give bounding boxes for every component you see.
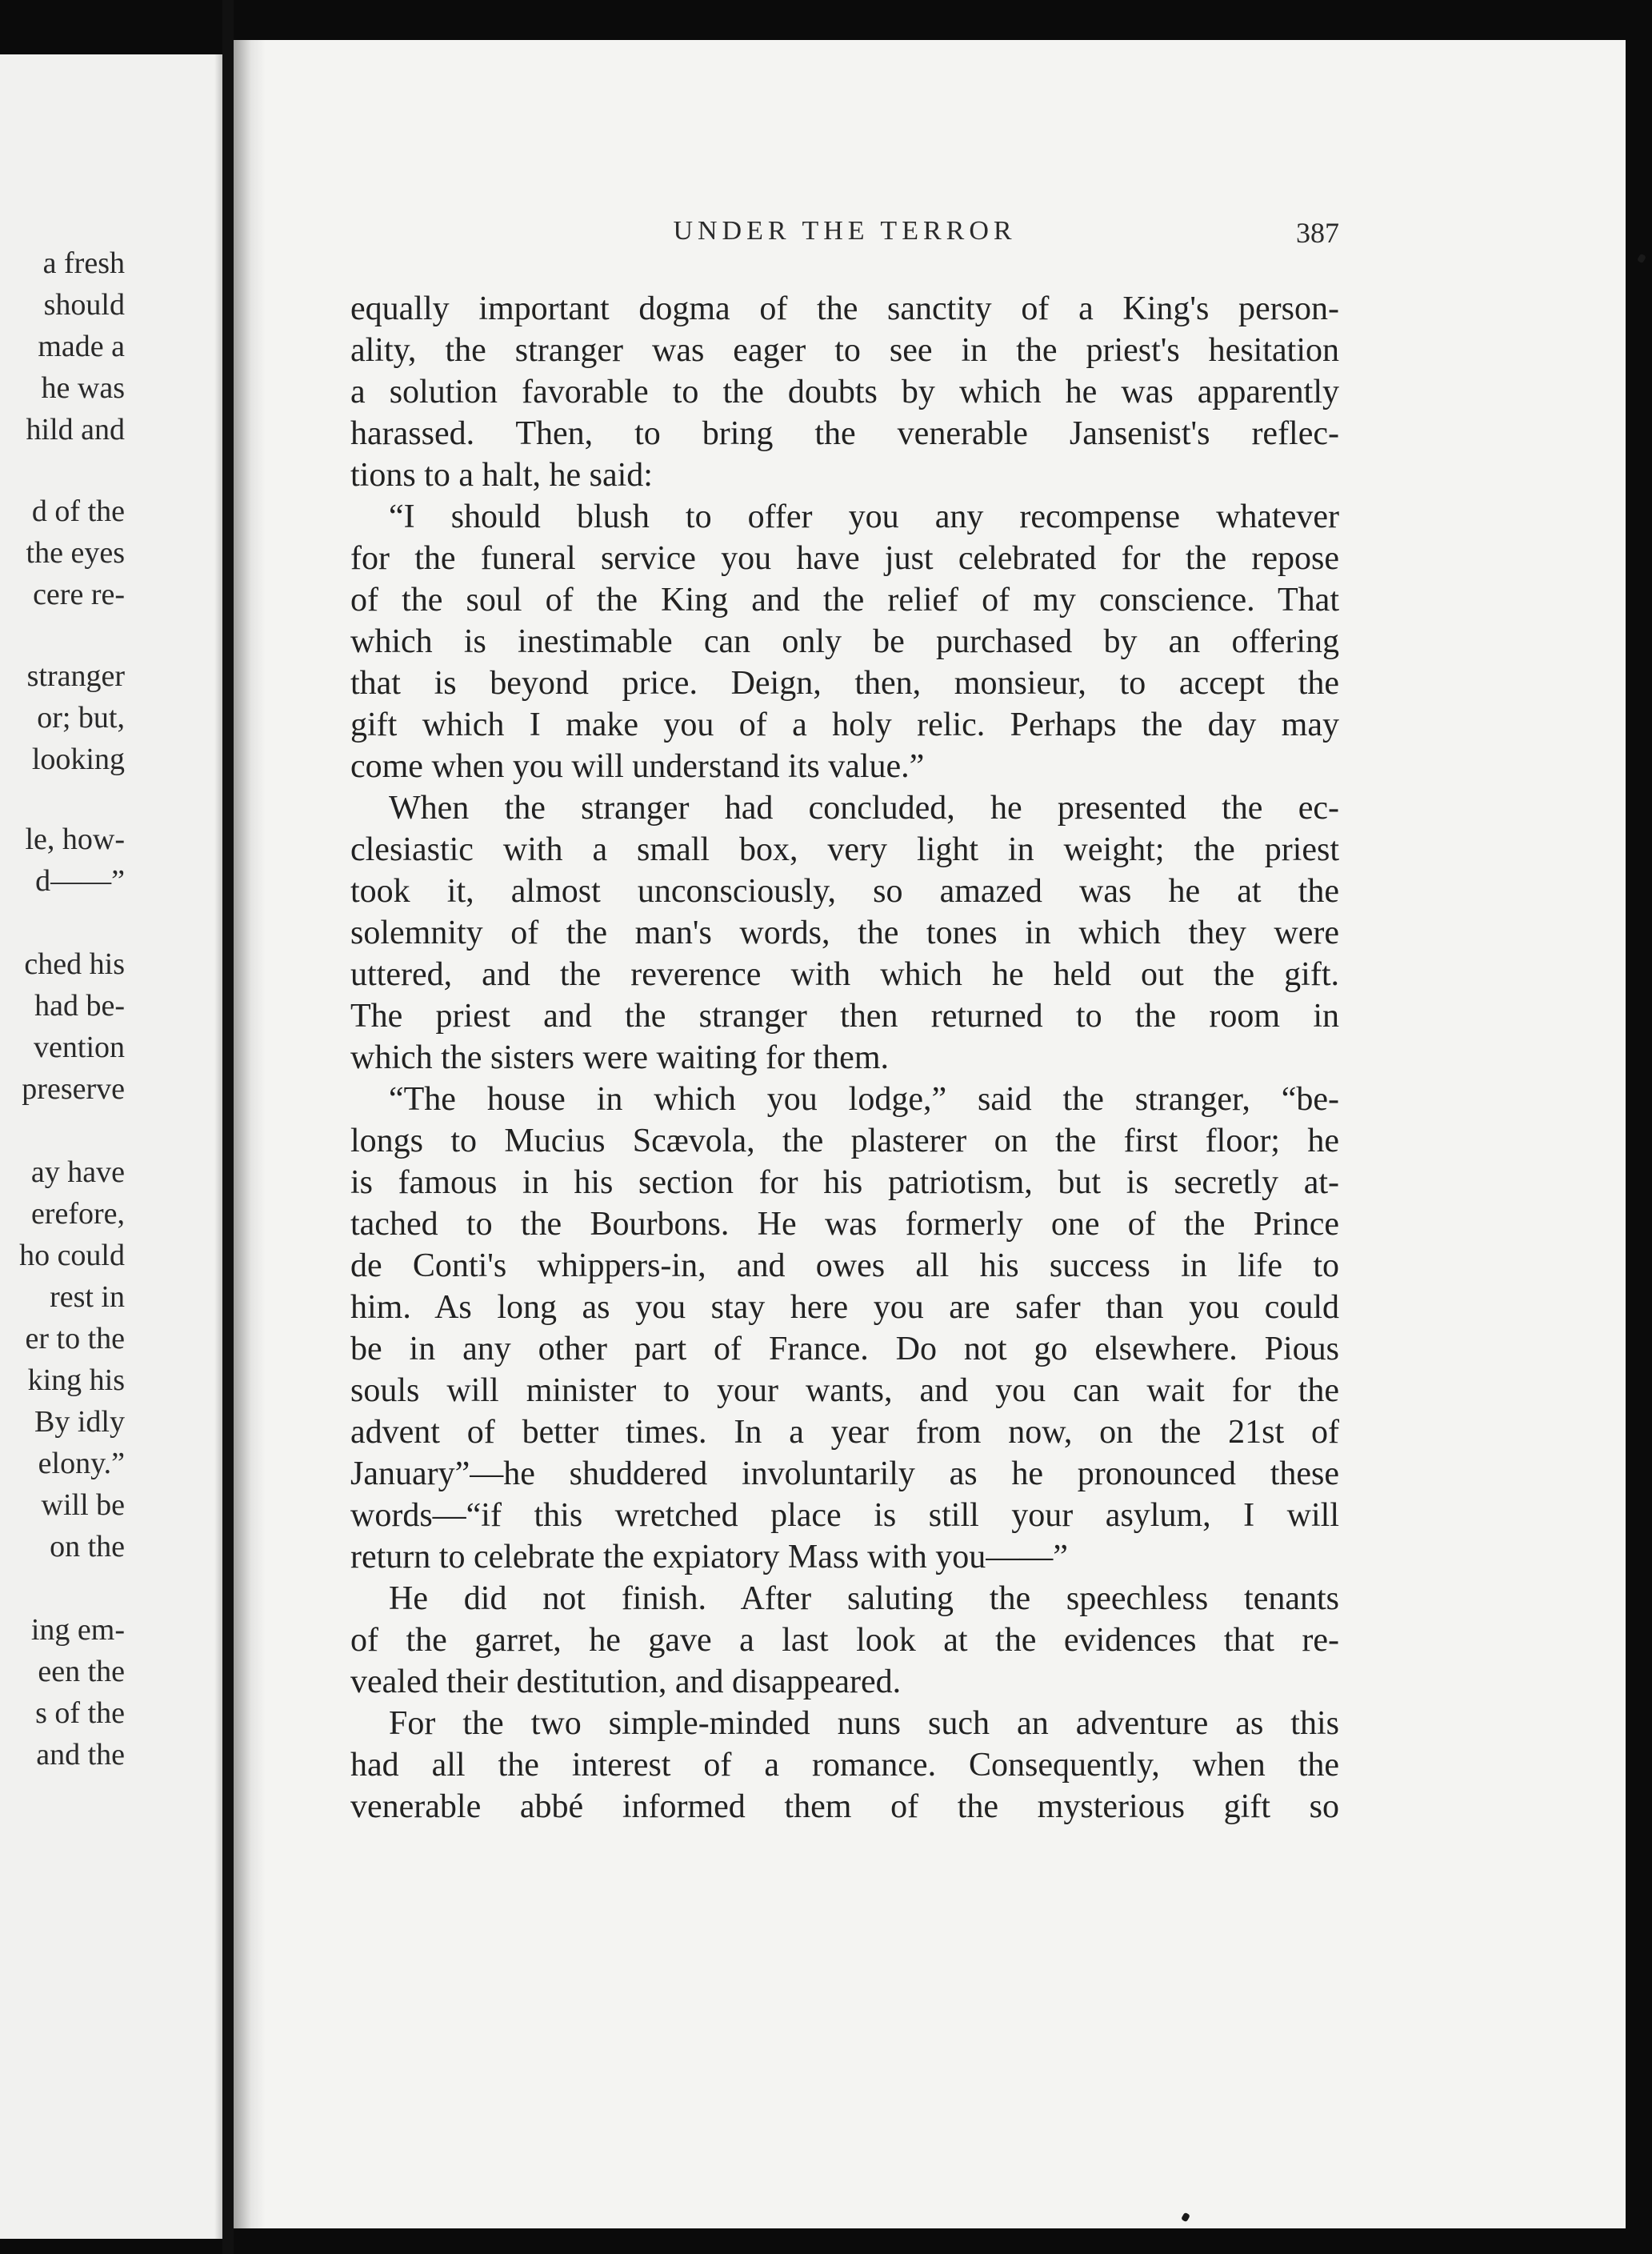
page-gutter	[222, 0, 234, 2254]
left-page-line: d——”	[35, 864, 125, 898]
left-page-line: looking	[31, 743, 125, 776]
text-line: venerable abbé informed them of the mysterious gift so	[350, 1788, 1339, 1825]
text-line: had all the interest of a romance. Consequently, when the	[350, 1747, 1339, 1784]
left-page-line: on the	[50, 1530, 125, 1563]
text-line: When the stranger had concluded, he presented the ec-	[389, 790, 1339, 827]
text-line: harassed. Then, to bring the venerable Jansenist's reflec-	[350, 415, 1339, 452]
scan-speck	[1637, 254, 1646, 264]
text-line: be in any other part of France. Do not go elsewhere. Pious	[350, 1331, 1339, 1367]
text-line: The priest and the stranger then returned to the room in	[350, 998, 1339, 1035]
text-line: him. As long as you stay here you are safer than you could	[350, 1289, 1339, 1326]
left-page-line: should	[43, 288, 125, 322]
text-line: come when you will understand its value.”	[350, 748, 925, 785]
paragraph	[350, 787, 1339, 1079]
left-page-line: ay have	[30, 1155, 125, 1189]
text-line: which is inestimable can only be purchased by an offering	[350, 623, 1339, 660]
left-page-line: s of the	[35, 1696, 125, 1730]
text-line: souls will minister to your wants, and you can wait for the	[350, 1372, 1339, 1409]
text-line: for the funeral service you have just celebrated for the repose	[350, 540, 1339, 577]
left-page-line: d of the	[31, 494, 125, 528]
left-page-line: erefore,	[30, 1197, 125, 1231]
left-page-line: a fresh	[42, 246, 125, 280]
left-page-line: rest in	[50, 1280, 125, 1314]
text-line: For the two simple-minded nuns such an adventure as this	[389, 1705, 1339, 1742]
left-page-line: By idly	[34, 1405, 125, 1439]
text-line: He did not finish. After saluting the speechless tenants	[389, 1580, 1339, 1617]
text-line: clesiastic with a small box, very light in weight; the priest	[350, 831, 1339, 868]
text-line: gift which I make you of a holy relic. Perhaps the day may	[350, 707, 1339, 743]
left-page-line: hild and	[26, 413, 125, 446]
text-line: vealed their destitution, and disappeared.	[350, 1663, 902, 1700]
text-line: which the sisters were waiting for them.	[350, 1039, 889, 1076]
left-page-gutter-shadow	[214, 54, 222, 2239]
paragraph	[350, 1578, 1339, 1703]
left-page-line: elony.”	[38, 1447, 125, 1480]
text-line: “I should blush to offer you any recompense whatever	[389, 498, 1339, 535]
left-page-line: er to the	[25, 1322, 125, 1355]
running-title: UNDER THE TERROR	[673, 216, 1017, 246]
text-line: of the soul of the King and the relief of my conscience. That	[350, 582, 1339, 619]
text-line: of the garret, he gave a last look at the evidences that re-	[350, 1622, 1339, 1659]
left-page-line: he was	[41, 371, 125, 405]
text-line: equally important dogma of the sanctity of a King's person-	[350, 290, 1339, 327]
text-line: longs to Mucius Scævola, the plasterer on the first floor; he	[350, 1123, 1339, 1159]
left-page-line: ing em-	[30, 1613, 125, 1647]
left-page-line: or; but,	[37, 701, 125, 735]
text-line: uttered, and the reverence with which he held out the gift.	[350, 956, 1339, 993]
left-page-line: will be	[41, 1488, 125, 1522]
left-page-line: stranger	[26, 659, 125, 693]
left-facing-page	[0, 54, 222, 2239]
left-page-line: vention	[34, 1031, 125, 1064]
left-page-line: preserve	[22, 1072, 125, 1106]
left-page-line: een the	[38, 1655, 125, 1688]
text-line: that is beyond price. Deign, then, monsieur, to accept the	[350, 665, 1339, 702]
left-page-line: cere re-	[33, 578, 125, 611]
text-line: “The house in which you lodge,” said the stranger, “be-	[389, 1081, 1339, 1118]
text-line: advent of better times. In a year from now, on the 21st of	[350, 1414, 1339, 1451]
left-page-line: the eyes	[26, 536, 125, 570]
page-number: 387	[1296, 217, 1339, 249]
text-line: tached to the Bourbons. He was formerly one of the Prince	[350, 1206, 1339, 1243]
binding-shadow	[234, 40, 266, 2228]
left-page-line: made a	[38, 330, 125, 363]
left-page-line: ched his	[24, 947, 125, 981]
text-line: is famous in his section for his patriotism, but is secretly at-	[350, 1164, 1339, 1201]
paragraph	[350, 496, 1339, 787]
left-page-line: had be-	[34, 989, 125, 1023]
left-page-line: ho could	[19, 1239, 125, 1272]
book-page	[234, 40, 1626, 2228]
text-line: a solution favorable to the doubts by which he was apparently	[350, 374, 1339, 410]
text-line: ality, the stranger was eager to see in the priest's hesitation	[350, 332, 1339, 369]
text-line: return to celebrate the expiatory Mass with you——”	[350, 1539, 1068, 1575]
left-page-line: king his	[27, 1363, 125, 1397]
text-line: words—“if this wretched place is still your asylum, I will	[350, 1497, 1339, 1534]
text-line: de Conti's whippers-in, and owes all his success in life to	[350, 1247, 1339, 1284]
text-line: solemnity of the man's words, the tones in which they were	[350, 915, 1339, 951]
text-line: January”—he shuddered involuntarily as he pronounced these	[350, 1455, 1339, 1492]
paragraph	[350, 1703, 1339, 1828]
paragraph	[350, 288, 1339, 496]
body-text	[350, 288, 1339, 1828]
text-line: tions to a halt, he said:	[350, 457, 653, 494]
left-page-line: le, how-	[25, 823, 125, 856]
left-page-line: and the	[36, 1738, 125, 1772]
text-line: took it, almost unconsciously, so amazed was he at the	[350, 873, 1339, 910]
page-header	[350, 216, 1339, 253]
paragraph	[350, 1079, 1339, 1578]
